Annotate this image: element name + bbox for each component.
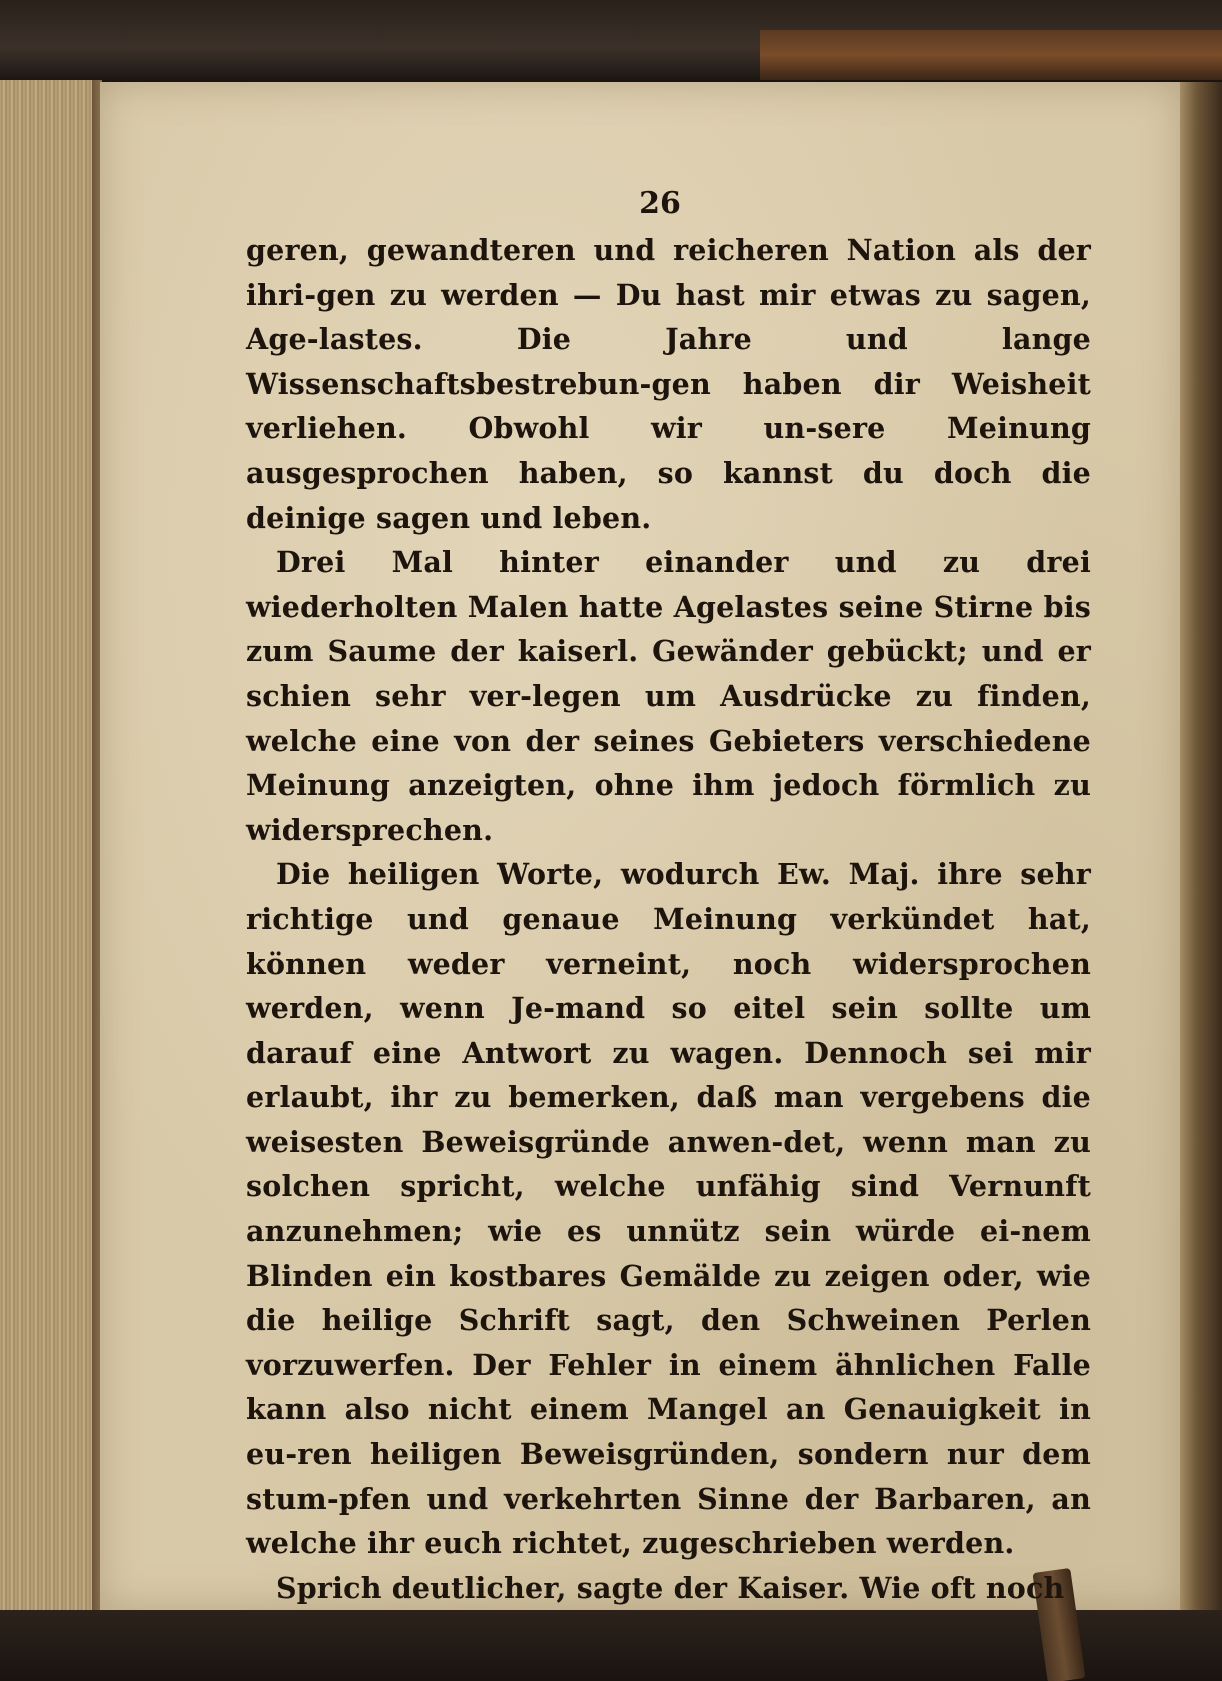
paragraph: geren, gewandteren und reicheren Nation als der ihri-gen zu werden — Du hast mir etwas zu sagen, Age-lastes. Die Jahre und lange Wissenschaftsbestrebun-gen haben dir Weisheit verliehen. Obwohl wir un-sere Meinung ausgesprochen haben, so kannst du doch die deinige sagen und leben. xyxy=(246,233,1091,535)
book-cover-leather xyxy=(760,30,1222,80)
paragraph: Sprich deutlicher, sagte der Kaiser. Wie oft noch xyxy=(276,1570,1065,1605)
page-stack-edge xyxy=(0,80,100,1610)
paragraph: Drei Mal hinter einander und zu drei wiederholten Malen hatte Agelastes seine Stirne bis zum Saume der kaiserl. Gewänder gebückt; und er schien sehr ver-legen um Ausdrücke zu finden, welche eine von der seines Gebieters verschiedene Meinung anzeigten, ohne ihm jedoch förmlich zu widersprechen. xyxy=(246,545,1091,847)
page-text-block xyxy=(246,228,1091,1610)
page-number: 26 xyxy=(639,186,681,221)
page-right-edge xyxy=(1180,82,1222,1610)
paragraph: Die heiligen Worte, wodurch Ew. Maj. ihre sehr richtige und genaue Meinung verkündet hat, können weder verneint, noch widersprochen werden, wenn Je-mand so eitel sein sollte um darauf eine Antwort zu wagen. Dennoch sei mir erlaubt, ihr zu bemerken, daß man vergebens die weisesten Beweisgründe anwen-det, wenn man zu solchen spricht, welche unfähig sind Vernunft anzunehmen; wie es unnütz sein würde ei-nem Blinden ein kostbares Gemälde zu zeigen oder, wie die heilige Schrift sagt, den Schweinen Perlen vorzuwerfen. Der Fehler in einem ähnlichen Falle kann also nicht einem Mangel an Genauigkeit in eu-ren heiligen Beweisgründen, sondern nur dem stum-pfen und verkehrten Sinne der Barbaren, an welche ihr euch richtet, zugeschrieben werden. xyxy=(246,857,1091,1561)
